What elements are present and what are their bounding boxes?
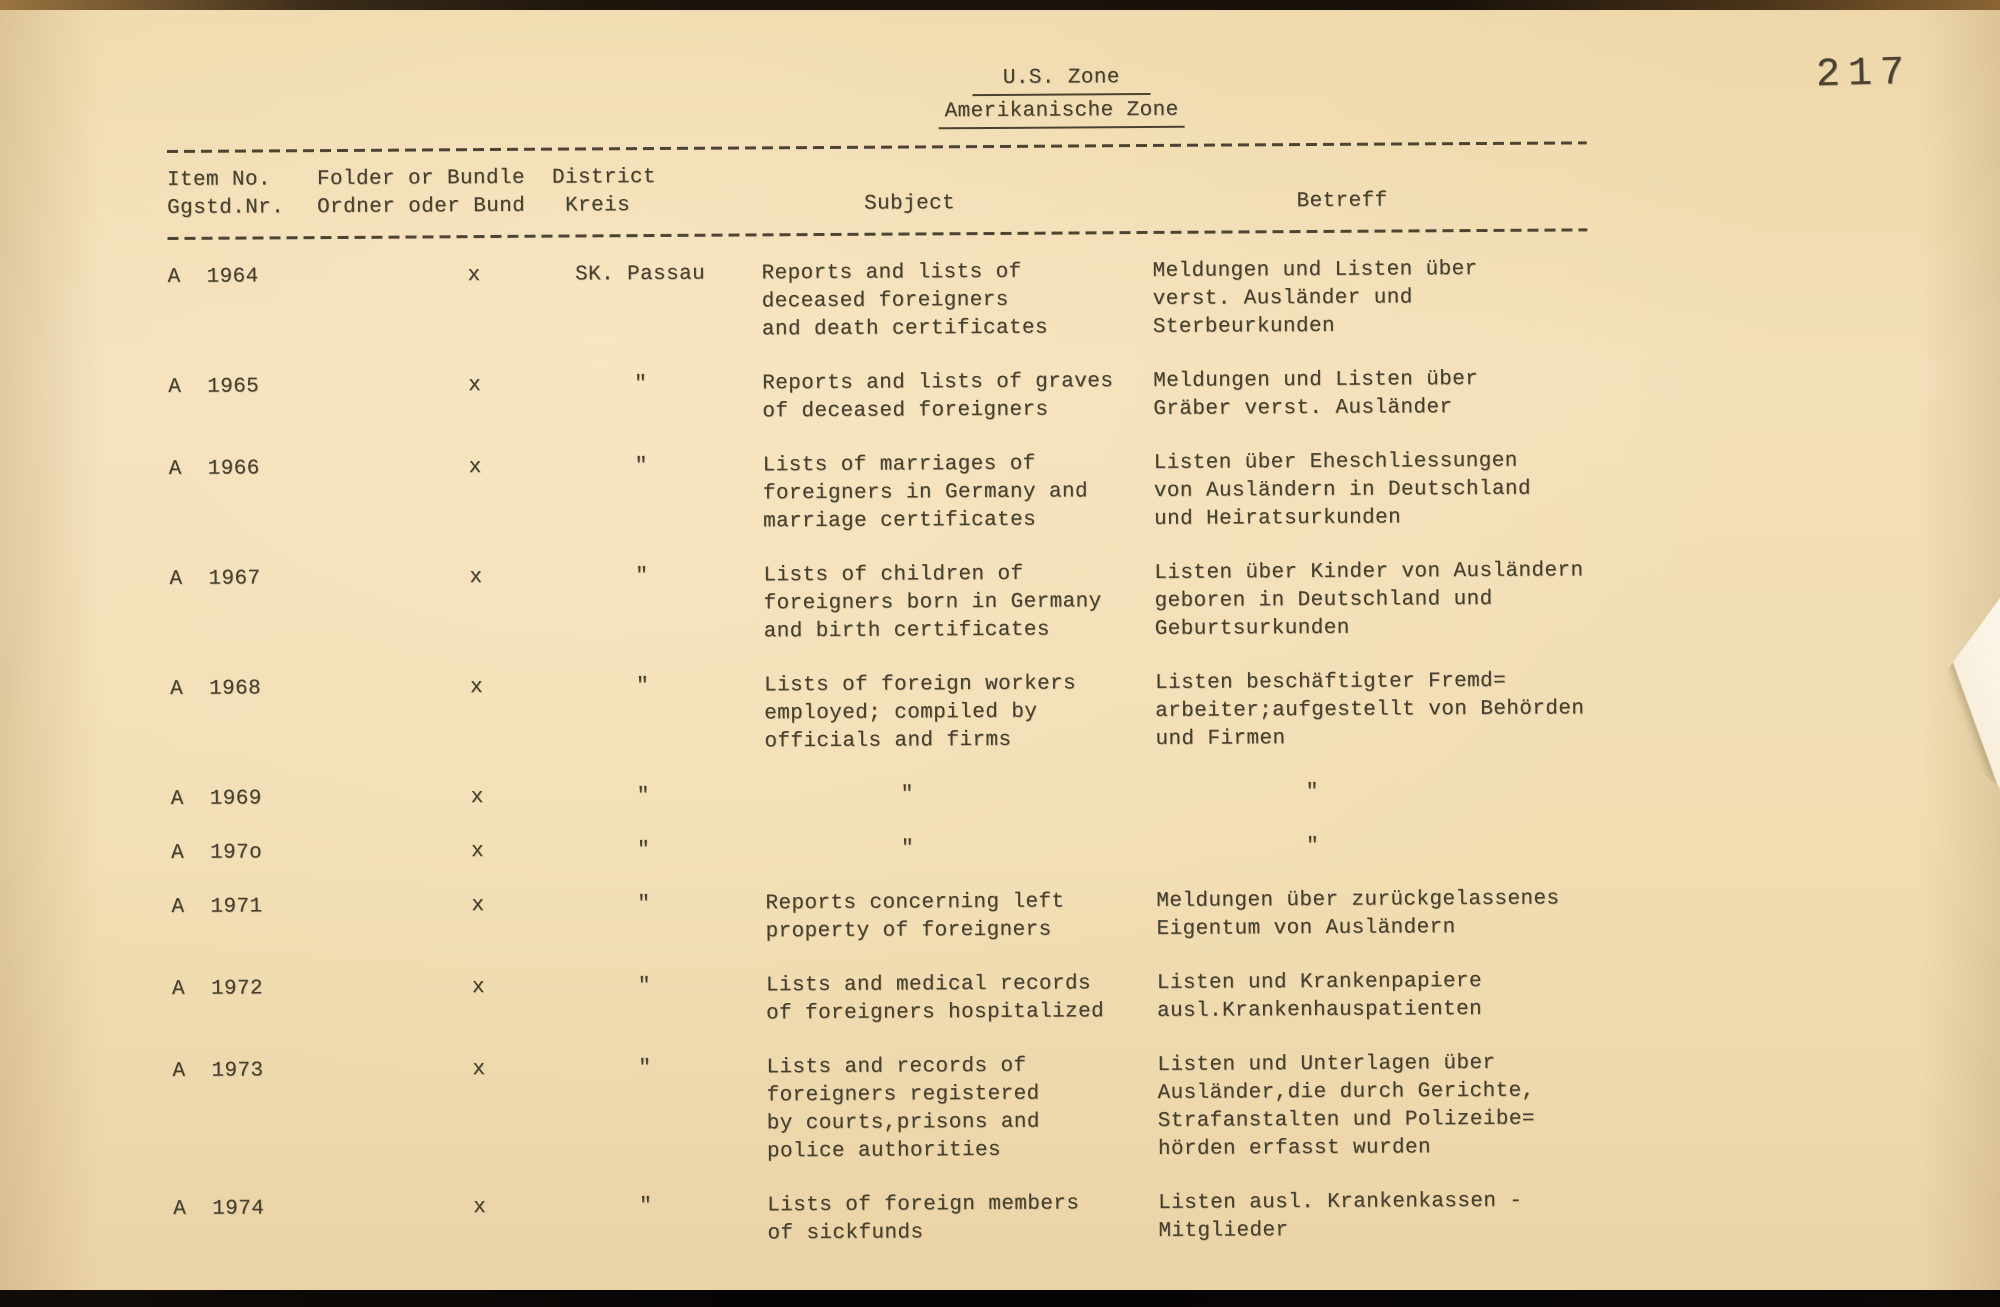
folder-cell: x bbox=[472, 1058, 486, 1082]
folder-cell: x bbox=[468, 456, 482, 480]
divider-header bbox=[167, 228, 1587, 240]
district-cell: " bbox=[634, 373, 648, 397]
item-no-cell: A 1965 bbox=[168, 375, 260, 400]
column-header-item: Item No. Ggstd.Nr. bbox=[166, 168, 285, 221]
betreff-cell: " bbox=[1305, 780, 1319, 805]
betreff-cell: Meldungen und Listen über verst. Ausländer und Sterbeurkunden bbox=[1152, 258, 1478, 339]
subject-cell: Lists of children of foreigners born in Germany and birth certificates bbox=[763, 562, 1102, 644]
scan-bottom-edge bbox=[0, 1290, 2000, 1307]
table-row bbox=[170, 667, 1590, 760]
table-row bbox=[167, 255, 1587, 348]
item-no-cell: A 197o bbox=[171, 841, 263, 865]
folder-cell: x bbox=[471, 894, 485, 918]
subject-cell: Lists of foreign members of sickfunds bbox=[767, 1192, 1080, 1246]
table-row bbox=[168, 365, 1588, 430]
subject-cell: Lists and medical records of foreigners hospitalized bbox=[765, 972, 1105, 1026]
folder-cell: x bbox=[471, 976, 486, 1000]
betreff-cell: Listen und Unterlagen über Ausländer,die durch Gerichte, Strafanstalten und Polizeibe= hörden erfasst wurden bbox=[1157, 1051, 1535, 1161]
zone-title-de-wrap bbox=[537, 94, 1587, 131]
page-number: 217 bbox=[1815, 50, 1913, 99]
betreff-cell: Listen über Eheschliessungen von Ausländern in Deutschland und Heiratsurkunden bbox=[1153, 449, 1532, 531]
folder-cell: x bbox=[471, 840, 485, 864]
table-row bbox=[169, 447, 1589, 540]
page-content bbox=[166, 61, 1593, 1278]
table-row bbox=[169, 557, 1589, 650]
divider-top bbox=[167, 141, 1587, 153]
betreff-cell: Meldungen und Listen über Gräber verst. Ausländer bbox=[1153, 368, 1479, 421]
zone-title-de: Amerikanische Zone bbox=[938, 97, 1184, 130]
subject-cell: Reports and lists of graves of deceased foreigners bbox=[762, 370, 1114, 424]
subject-cell: Lists of marriages of foreigners in Germany and marriage certificates bbox=[762, 452, 1089, 534]
table-row bbox=[172, 1049, 1593, 1170]
table-row bbox=[171, 885, 1591, 950]
item-no-cell: A 1974 bbox=[173, 1197, 265, 1221]
betreff-cell: Listen beschäftigter Fremd= arbeiter;aufgestellt von Behörden und Firmen bbox=[1155, 669, 1585, 751]
table-row bbox=[171, 831, 1591, 868]
column-header-district: District Kreis bbox=[551, 166, 657, 218]
district-cell: " bbox=[634, 455, 648, 479]
item-no-cell: A 1972 bbox=[171, 977, 264, 1001]
folder-cell: x bbox=[473, 1196, 487, 1220]
district-cell: " bbox=[636, 675, 650, 699]
table-row bbox=[173, 1187, 1593, 1252]
betreff-cell: Listen über Kinder von Ausländern geboren in Deutschland und Geburtsurkunden bbox=[1154, 559, 1584, 641]
item-no-cell: A 1966 bbox=[168, 457, 260, 482]
betreff-cell: " bbox=[1306, 834, 1320, 859]
item-no-cell: A 1971 bbox=[171, 895, 263, 919]
subject-cell: Reports concerning left property of foreigners bbox=[765, 890, 1065, 944]
district-cell: " bbox=[637, 975, 651, 999]
district-cell: " bbox=[637, 893, 651, 917]
district-cell: " bbox=[638, 1057, 652, 1081]
folder-cell: x bbox=[470, 786, 484, 810]
subject-cell: Lists and records of foreigners registered by courts,prisons and police authorities bbox=[766, 1054, 1040, 1164]
subject-cell: Reports and lists of deceased foreigners and death certificates bbox=[761, 260, 1049, 342]
table-body bbox=[167, 255, 1593, 1252]
item-no-cell: A 1967 bbox=[169, 567, 261, 592]
column-header-folder: Folder or Bundle Ordner oder Bund bbox=[316, 166, 526, 220]
item-no-cell: A 1964 bbox=[167, 265, 259, 290]
folder-cell: x bbox=[469, 566, 483, 590]
district-cell: " bbox=[635, 565, 649, 589]
betreff-cell: Listen ausl. Krankenkassen - Mitglieder bbox=[1158, 1189, 1523, 1243]
district-cell: " bbox=[639, 1195, 653, 1219]
district-cell: SK. Passau bbox=[574, 262, 706, 287]
item-no-cell: A 1973 bbox=[172, 1059, 264, 1083]
subject-cell: " bbox=[901, 837, 915, 861]
betreff-cell: Meldungen über zurückgelassenes Eigentum von Ausländern bbox=[1156, 887, 1560, 941]
subject-cell: Lists of foreign workers employed; compiled by officials and firms bbox=[764, 672, 1077, 754]
folder-cell: x bbox=[467, 264, 481, 288]
zone-header bbox=[166, 61, 1586, 134]
subject-cell: " bbox=[900, 783, 914, 807]
zone-title-en: U.S. Zone bbox=[973, 64, 1150, 96]
folder-cell: x bbox=[470, 676, 484, 700]
column-header-betreff: Betreff bbox=[1296, 189, 1388, 214]
betreff-cell: Listen und Krankenpapiere ausl.Krankenhauspatienten bbox=[1156, 969, 1483, 1023]
page-curl bbox=[1914, 598, 2000, 788]
item-no-cell: A 1968 bbox=[170, 677, 262, 701]
table-row bbox=[171, 777, 1591, 814]
table-header bbox=[167, 158, 1587, 223]
district-cell: " bbox=[637, 839, 651, 863]
item-no-cell: A 1969 bbox=[170, 787, 262, 811]
scan-top-edge bbox=[0, 0, 2000, 10]
folder-cell: x bbox=[468, 374, 482, 398]
district-cell: " bbox=[636, 785, 650, 809]
column-header-subject: Subject bbox=[864, 192, 956, 216]
table-row bbox=[172, 967, 1592, 1032]
